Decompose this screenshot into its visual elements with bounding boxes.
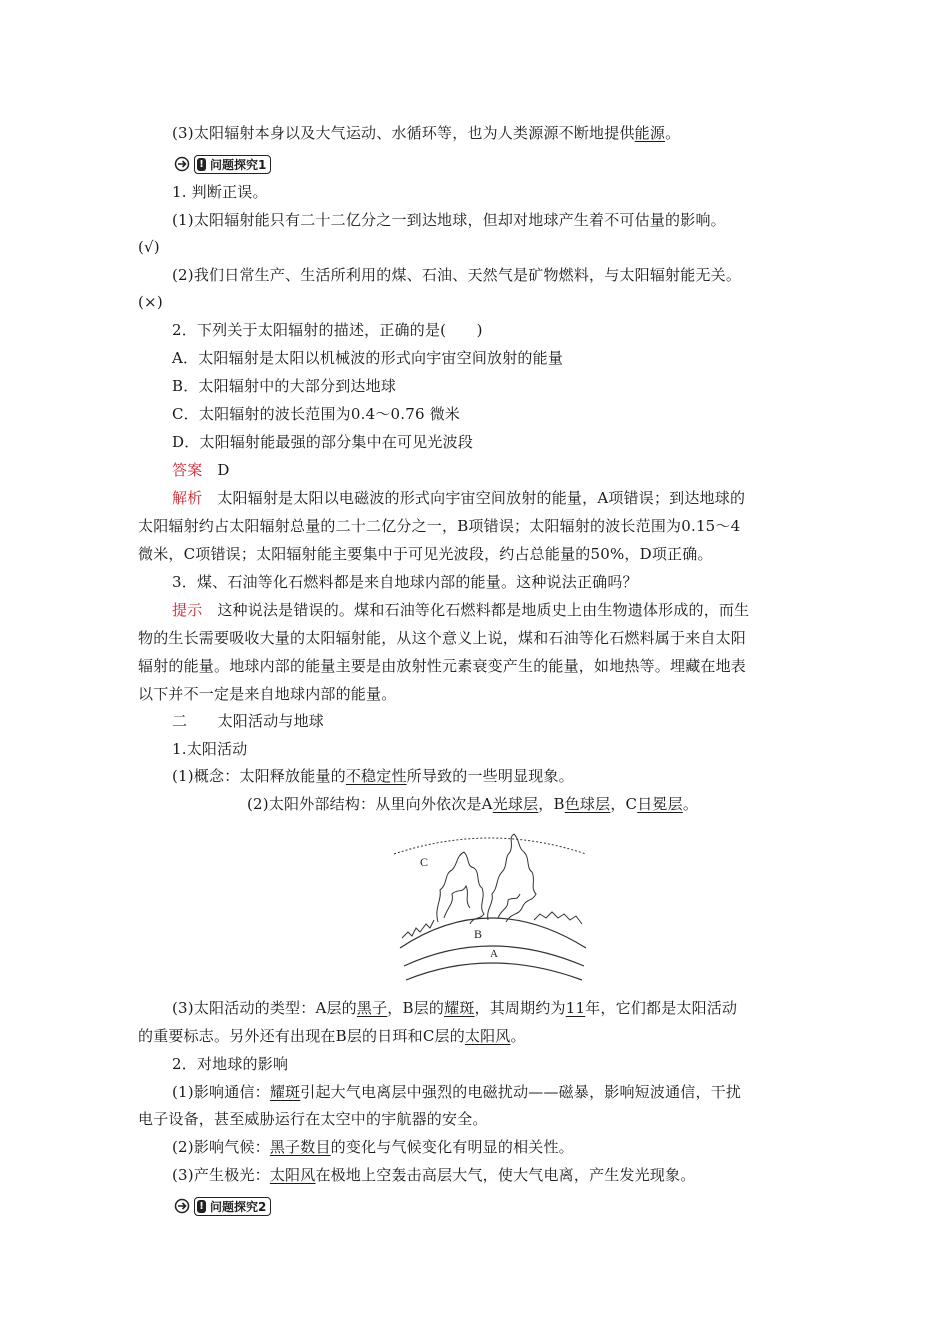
text-line: 2．对地球的影响 [172, 1055, 289, 1073]
label-c: C [420, 855, 429, 869]
text-line: (2)我们日常生产、生活所利用的煤、石油、天然气是矿物燃料，与太阳辐射能无关。 [172, 266, 742, 284]
badge-label: 问题探究2 [210, 1199, 267, 1214]
hint-line: 提示 这种说法是错误的。煤和石油等化石燃料都是地质史上由生物遗体形成的，而生 [172, 601, 750, 619]
text-line: (1)影响通信：耀斑引起大气电离层中强烈的电磁扰动——磁暴，影响短波通信，干扰 [172, 1083, 742, 1101]
arrow-right-circle-icon [172, 154, 194, 174]
analysis-line: 太阳辐射约占太阳辐射总量的二十二亿分之一，B项错误；太阳辐射的波长范围为0.15～4 [138, 517, 741, 535]
sun-structure-figure [390, 828, 590, 990]
label-a: A [490, 948, 498, 960]
text-line: (3)太阳辐射本身以及大气运动、水循环等，也为人类源源不断地提供能源。 [172, 124, 681, 142]
text-line: (×) [138, 293, 163, 311]
text-line: (3)产生极光：太阳风在极地上空轰击高层大气，使大气电离，产生发光现象。 [172, 1166, 696, 1184]
text-line: 1.太阳活动 [172, 740, 248, 758]
text-line: (1)太阳辐射能只有二十二亿分之一到达地球，但却对地球产生着不可估量的影响。 [172, 211, 726, 229]
text-line: (1)概念：太阳释放能量的不稳定性所导致的一些明显现象。 [172, 767, 574, 785]
hint-line: 以下并不一定是来自地球内部的能量。 [138, 685, 397, 703]
hint-line: 辐射的能量。地球内部的能量主要是由放射性元素衰变产生的能量，如地热等。埋藏在地表 [138, 657, 747, 675]
question-3: 3．煤、石油等化石燃料都是来自地球内部的能量。这种说法正确吗？ [172, 573, 638, 591]
question-badge-2 [172, 1195, 271, 1217]
option-a: A．太阳辐射是太阳以机械波的形式向宇宙空间放射的能量 [172, 349, 564, 367]
hint-label: 提示 [172, 601, 203, 619]
question-badge-1 [172, 153, 271, 175]
badge-label: 问题探究1 [210, 157, 267, 172]
exclamation-icon: ! [197, 158, 206, 171]
question-2: 2．下列关于太阳辐射的描述，正确的是( ) [172, 321, 483, 339]
answer-value: D [217, 461, 230, 479]
text-line: (3)太阳活动的类型：A层的黑子，B层的耀斑，其周期约为11年，它们都是太阳活动 [172, 999, 738, 1017]
text-line: 电子设备，甚至威胁运行在太空中的宇航器的安全。 [138, 1110, 488, 1128]
text-line: 1. 判断正误。 [172, 183, 268, 201]
analysis-line: 微米，C项错误；太阳辐射能主要集中于可见光波段，约占总能量的50%，D项正确。 [138, 545, 713, 563]
hint-line: 物的生长需要吸收大量的太阳辐射能，从这个意义上说，煤和石油等化石燃料属于来自太阳 [138, 629, 747, 647]
text-line: (2)太阳外部结构：从里向外依次是A光球层，B色球层，C日冕层。 [247, 795, 699, 813]
answer-label: 答案 [172, 461, 203, 479]
answer-line [172, 461, 852, 479]
option-d: D．太阳辐射能最强的部分集中在可见光波段 [172, 433, 474, 451]
badge-box [194, 155, 271, 174]
label-b: B [474, 927, 483, 941]
arrow-right-circle-icon [172, 1196, 194, 1216]
analysis-label: 解析 [172, 489, 203, 507]
section-heading: 二 太阳活动与地球 [172, 712, 325, 730]
text-line: (√) [138, 238, 160, 256]
option-c: C．太阳辐射的波长范围为0.4～0.76 微米 [172, 405, 461, 423]
exclamation-icon: ! [197, 1200, 206, 1213]
badge-box [194, 1197, 271, 1216]
sun-structure-diagram [390, 828, 590, 990]
analysis-line: 解析 太阳辐射是太阳以电磁波的形式向宇宙空间放射的能量，A项错误；到达地球的 [172, 489, 746, 507]
option-b: B．太阳辐射中的大部分到达地球 [172, 377, 397, 395]
text-line: 的重要标志。另外还有出现在B层的日珥和C层的太阳风。 [138, 1027, 526, 1045]
text-line: (2)影响气候：黑子数目的变化与气候变化有明显的相关性。 [172, 1138, 574, 1156]
